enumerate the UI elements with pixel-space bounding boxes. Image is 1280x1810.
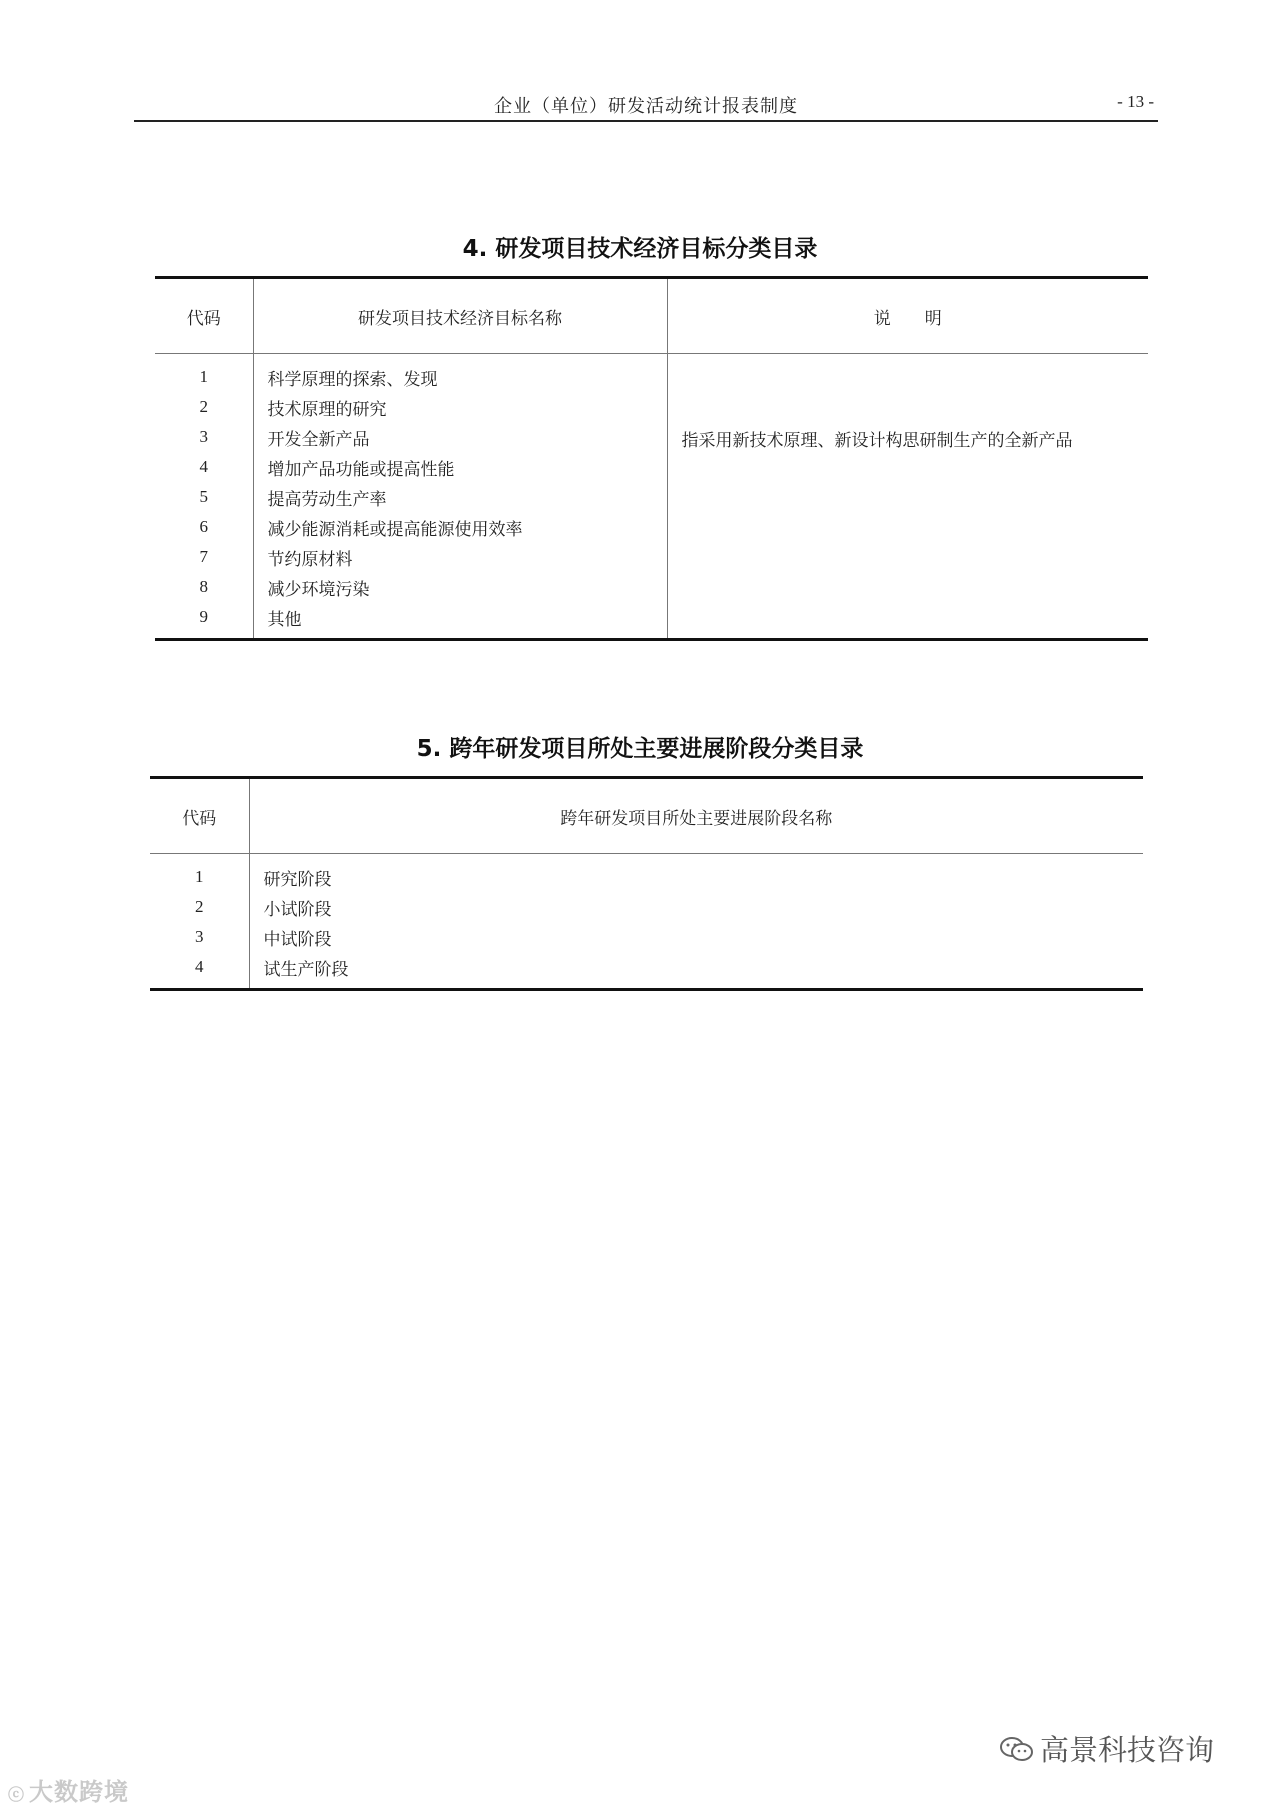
row-code: 2 — [155, 392, 253, 422]
row-name: 研究阶段 — [263, 869, 332, 890]
header-name: 跨年研发项目所处主要进展阶段名称 — [249, 778, 1143, 854]
row-code: 2 — [150, 892, 249, 922]
row-code: 7 — [155, 542, 253, 572]
header-desc: 说 明 — [667, 278, 1148, 354]
table-row — [150, 952, 1143, 990]
watermark-right — [1000, 1728, 1214, 1769]
row-name: 中试阶段 — [263, 929, 332, 950]
row-name: 减少环境污染 — [253, 572, 667, 602]
row-name: 小试阶段 — [263, 899, 332, 920]
row-code: 3 — [155, 422, 253, 452]
row-code: 1 — [155, 354, 253, 393]
watermark-left-text: 大数跨境 — [29, 1778, 130, 1806]
row-code: 3 — [150, 922, 249, 952]
table-row — [150, 892, 1143, 922]
header-code: 代码 — [150, 778, 249, 854]
page-header — [134, 88, 1158, 122]
row-name: 开发全新产品 — [253, 422, 667, 452]
section-5-title: 5. 跨年研发项目所处主要进展阶段分类目录 — [416, 736, 864, 762]
row-code: 8 — [155, 572, 253, 602]
row-code: 9 — [155, 602, 253, 640]
row-code: 1 — [150, 854, 249, 893]
table-row — [150, 922, 1143, 952]
table-row — [155, 354, 1148, 393]
section-4-title: 4. 研发项目技术经济目标分类目录 — [462, 236, 818, 262]
row-name: 试生产阶段 — [249, 952, 1143, 990]
row-name: 技术原理的研究 — [253, 392, 667, 422]
row-name: 其他 — [253, 602, 667, 640]
row-name: 减少能源消耗或提高能源使用效率 — [253, 512, 667, 542]
row-code: 4 — [155, 452, 253, 482]
row-code: 5 — [155, 482, 253, 512]
table-header-row — [155, 278, 1148, 354]
description-cell: 指采用新技术原理、新设计构思研制生产的全新产品 — [667, 354, 1148, 640]
header-name: 研发项目技术经济目标名称 — [253, 278, 667, 354]
section-5-table — [150, 776, 1143, 991]
watermark-logo-icon: ⓒ — [8, 1785, 26, 1804]
row-name: 科学原理的探索、发现 — [253, 354, 667, 393]
row-name: 增加产品功能或提高性能 — [253, 452, 667, 482]
section-4-table — [155, 276, 1148, 641]
row-name: 提高劳动生产率 — [253, 482, 667, 512]
table-header-row — [150, 778, 1143, 854]
row-code: 4 — [150, 952, 249, 990]
row-code: 6 — [155, 512, 253, 542]
header-title: 企业（单位）研发活动统计报表制度 — [494, 96, 798, 117]
wechat-icon — [1000, 1735, 1034, 1761]
page-number: - 13 - — [1117, 92, 1154, 111]
table-row — [150, 854, 1143, 893]
watermark-left — [8, 1772, 129, 1807]
header-code: 代码 — [155, 278, 253, 354]
watermark-right-text: 高景科技咨询 — [1040, 1733, 1215, 1767]
row-name: 节约原材料 — [253, 542, 667, 572]
